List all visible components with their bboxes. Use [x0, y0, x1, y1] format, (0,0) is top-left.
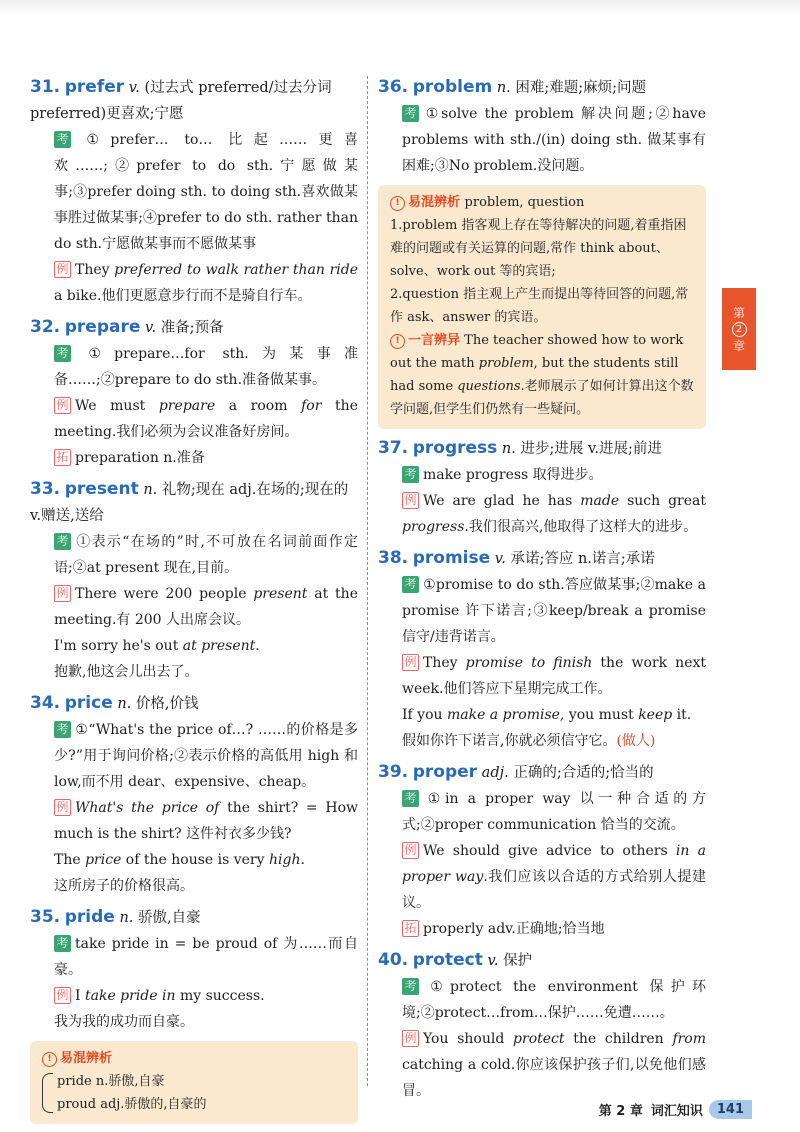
note-line: 2.question 指主观上产生而提出等待回答的问题,常作 ask、answer 的宾语。 [390, 287, 689, 325]
entry-pride [30, 904, 358, 1035]
example-translation: 抱歉,他这会儿出去了。 [54, 664, 199, 680]
example-line: 例 We should give advice to others in a proper way.我们应该以合适的方式给别人提建议。 [402, 843, 706, 911]
entry-progress [378, 435, 706, 540]
kao-badge-icon: 考 [402, 978, 419, 995]
headword: pride [64, 907, 115, 927]
definition: 进步;进展 v.进展;前进 [520, 441, 662, 457]
example-line: 例 I take pride in my success. [30, 983, 358, 1009]
headword: proper [412, 762, 478, 782]
confusion-note-box: ! 易混辨析 problem, question 1.problem 指客观上存在等待解决的问题,着重指困难的问题或有关运算的问题,常作 think about、solve、work out 等的宾语; 2.question 指主观上产生而提出等待回答的问题,常作 ask、answer 的宾语。 ! 一言辨异 The teacher showed how to work out the math problem, but the students still had some questions.老师展示了如何计算出这个数学问题,但学生们仍然有一些疑问。 [378, 185, 706, 429]
entry-number: 38. [378, 548, 409, 568]
kao-badge-icon: 考 [402, 790, 419, 807]
usage-line: 考 ①solve the problem 解决问题;②have problems with sth./(in) doing sth. 做某事有困难;③No problem.没问题。 [402, 106, 706, 174]
definition: 承诺;答应 n.诺言;承诺 [510, 551, 655, 567]
definition: 骄傲,自豪 [138, 910, 201, 926]
part-of-speech: n. [143, 482, 158, 498]
kao-badge-icon: 考 [54, 935, 71, 952]
entry-number: 36. [378, 77, 409, 97]
kao-badge-icon: 考 [54, 131, 71, 148]
kao-badge-icon: 考 [402, 576, 419, 593]
li-badge-icon: 例 [402, 492, 419, 509]
topic-tag: (做人) [616, 733, 656, 749]
part-of-speech: adj. [481, 765, 509, 781]
entry-present [30, 476, 358, 685]
definition: (过去式 preferred/过去分词 preferred)更喜欢;宁愿 [30, 80, 332, 122]
part-of-speech: v. [487, 953, 499, 969]
headword: prefer [64, 77, 125, 97]
entry-number: 34. [30, 693, 61, 713]
headword: prepare [64, 317, 141, 337]
definition: 保护 [503, 953, 533, 969]
headword: present [64, 479, 139, 499]
usage-text: ①prefer… to… 比起……更喜欢……;②prefer to do sth.宁愿做某事;③prefer doing sth. to doing sth.喜欢做某事胜过做某事;④prefer to do sth. rather than do sth.宁愿做某事而不愿做某事 [54, 132, 358, 252]
usage-line [30, 127, 358, 257]
kao-badge-icon: 考 [54, 533, 71, 550]
definition: 价格,价钱 [135, 696, 199, 712]
entry-number: 39. [378, 762, 409, 782]
li-badge-icon: 例 [54, 799, 71, 816]
definition: 正确的;合适的;恰当的 [513, 765, 654, 781]
li-badge-icon: 例 [54, 585, 71, 602]
headword: price [64, 693, 113, 713]
example-translation: 假如你许下诺言,你就必须信守它。(做人) [402, 733, 656, 749]
confusion-note-box [30, 1041, 358, 1124]
part-of-speech: v. [128, 80, 140, 96]
li-badge-icon: 例 [402, 1030, 419, 1047]
headword: problem [412, 77, 493, 97]
note-line: proud adj.骄傲的,自豪的 [57, 1097, 207, 1112]
usage-line: 考 ①in a proper way 以一种合适的方式;②proper communication 恰当的交流。 [402, 791, 706, 833]
column-divider [367, 76, 368, 1086]
exclamation-icon: ! [390, 334, 405, 349]
li-badge-icon: 例 [54, 987, 71, 1004]
left-column [30, 74, 358, 1130]
entry-number: 32. [30, 317, 61, 337]
example-line: 例 We must prepare a room for the meeting.我们必须为会议准备好房间。 [54, 398, 358, 440]
extension-line: 拓 properly adv.正确地;恰当地 [378, 916, 706, 942]
entry-promise [378, 545, 706, 754]
note-line: pride n.骄傲,自豪 [57, 1074, 165, 1089]
entry-number: 35. [30, 907, 61, 927]
part-of-speech: n. [119, 910, 134, 926]
entry-number: 37. [378, 438, 409, 458]
page-footer [599, 1100, 752, 1119]
usage-line: 考 ①表示“在场的”时,不可放在名词前面作定语;②at present 现在,目前。 [54, 534, 358, 576]
kao-badge-icon: 考 [54, 345, 71, 362]
entry-proper [378, 759, 706, 942]
headword: progress [412, 438, 498, 458]
entry-price [30, 690, 358, 899]
example-translation: 我为我的成功而自豪。 [54, 1014, 194, 1030]
definition: 礼物;现在 adj.在场的;现在的 v.赠送,送给 [30, 482, 349, 524]
example-line: 例 We are glad he has made such great progress.我们很高兴,他取得了这样大的进步。 [402, 493, 706, 535]
footer-section: 词汇知识 [650, 1104, 703, 1119]
part-of-speech: n. [117, 696, 132, 712]
example-line: 例 They promise to finish the work next week.他们答应下星期完成工作。 [402, 655, 707, 697]
footer-chapter: 第 2 章 [598, 1104, 643, 1119]
example-line: 例 What's the price of the shirt? = How much is the shirt? 这件衬衣多少钱? [54, 800, 358, 842]
headword: promise [412, 548, 491, 568]
entry-number: 33. [30, 479, 61, 499]
right-column [378, 74, 706, 1109]
chapter-side-tab: 第 2 章 [722, 288, 756, 370]
example-line-2: I'm sorry he's out at present. [54, 638, 260, 654]
example-line: 例 They preferred to walk rather than ride a bike.他们更愿意步行而不是骑自行车。 [54, 262, 359, 304]
entry-prefer [30, 74, 358, 309]
entry-number: 31. [30, 77, 61, 97]
kao-badge-icon: 考 [54, 721, 71, 738]
usage-line: 考 make progress 取得进步。 [378, 462, 706, 488]
entry-protect [378, 947, 706, 1104]
usage-line: 考 take pride in = be proud of 为……而自豪。 [54, 936, 358, 978]
example-line-2: The price of the house is very high. [54, 852, 305, 868]
entry-prepare [30, 314, 358, 471]
box-title: 易混辨析 [60, 1051, 113, 1066]
usage-line: 考 ①promise to do sth.答应做某事;②make a promise 许下诺言;③keep/break a promise 信守/违背诺言。 [402, 577, 706, 645]
li-badge-icon: 例 [54, 397, 71, 414]
headword: protect [412, 950, 483, 970]
exclamation-icon: ! [42, 1052, 57, 1067]
note-example: ! 一言辨异 The teacher showed how to work out the math problem, but the students still had some questions.老师展示了如何计算出这个数学问题,但学生们仍然有一些疑问。 [390, 333, 694, 417]
box-title: 易混辨析 [408, 195, 461, 210]
entry-number: 40. [378, 950, 409, 970]
li-badge-icon: 例 [402, 842, 419, 859]
definition: 准备;预备 [160, 320, 224, 336]
chapter-number: 2 [732, 322, 747, 337]
kao-badge-icon: 考 [402, 105, 419, 122]
exclamation-icon: ! [390, 196, 405, 211]
brace-icon [42, 1073, 53, 1113]
extension-line: 拓 preparation n.准备 [30, 445, 358, 471]
usage-line: 考 ①“What's the price of…? ……的价格是多少?”用于询问价格;②表示价格的高低用 high 和 low,而不用 dear、expensive、cheap。 [54, 722, 358, 790]
usage-line: 考 ①prepare…for sth.为某事准备……;②prepare to do sth.准备做某事。 [54, 346, 358, 388]
tuo-badge-icon: 拓 [54, 449, 71, 466]
part-of-speech: v. [494, 551, 506, 567]
example-line: 例 There were 200 people present at the meeting.有 200 人出席会议。 [54, 586, 358, 628]
li-badge-icon: 例 [54, 261, 71, 278]
entry-problem [378, 74, 706, 179]
definition: 困难;难题;麻烦;问题 [515, 80, 647, 96]
example-line: 例 You should protect the children from catching a cold.你应该保护孩子们,以免他们感冒。 [402, 1031, 707, 1099]
part-of-speech: v. [144, 320, 157, 336]
part-of-speech: n. [496, 80, 511, 96]
example-translation: 这所房子的价格很高。 [54, 878, 194, 894]
part-of-speech: n. [501, 441, 516, 457]
li-badge-icon: 例 [402, 654, 419, 671]
example-line-2: If you make a promise, you must keep it. [402, 707, 692, 723]
note-line: 1.problem 指客观上存在等待解决的问题,着重指困难的问题或有关运算的问题,常作 think about、solve、work out 等的宾语; [390, 218, 687, 279]
kao-badge-icon: 考 [402, 466, 419, 483]
page-top-edge [0, 0, 800, 14]
tuo-badge-icon: 拓 [402, 920, 419, 937]
page-number: 141 [709, 1100, 752, 1119]
usage-line: 考 ①protect the environment 保护环境;②protect…from…保护……免遭……。 [402, 979, 706, 1021]
